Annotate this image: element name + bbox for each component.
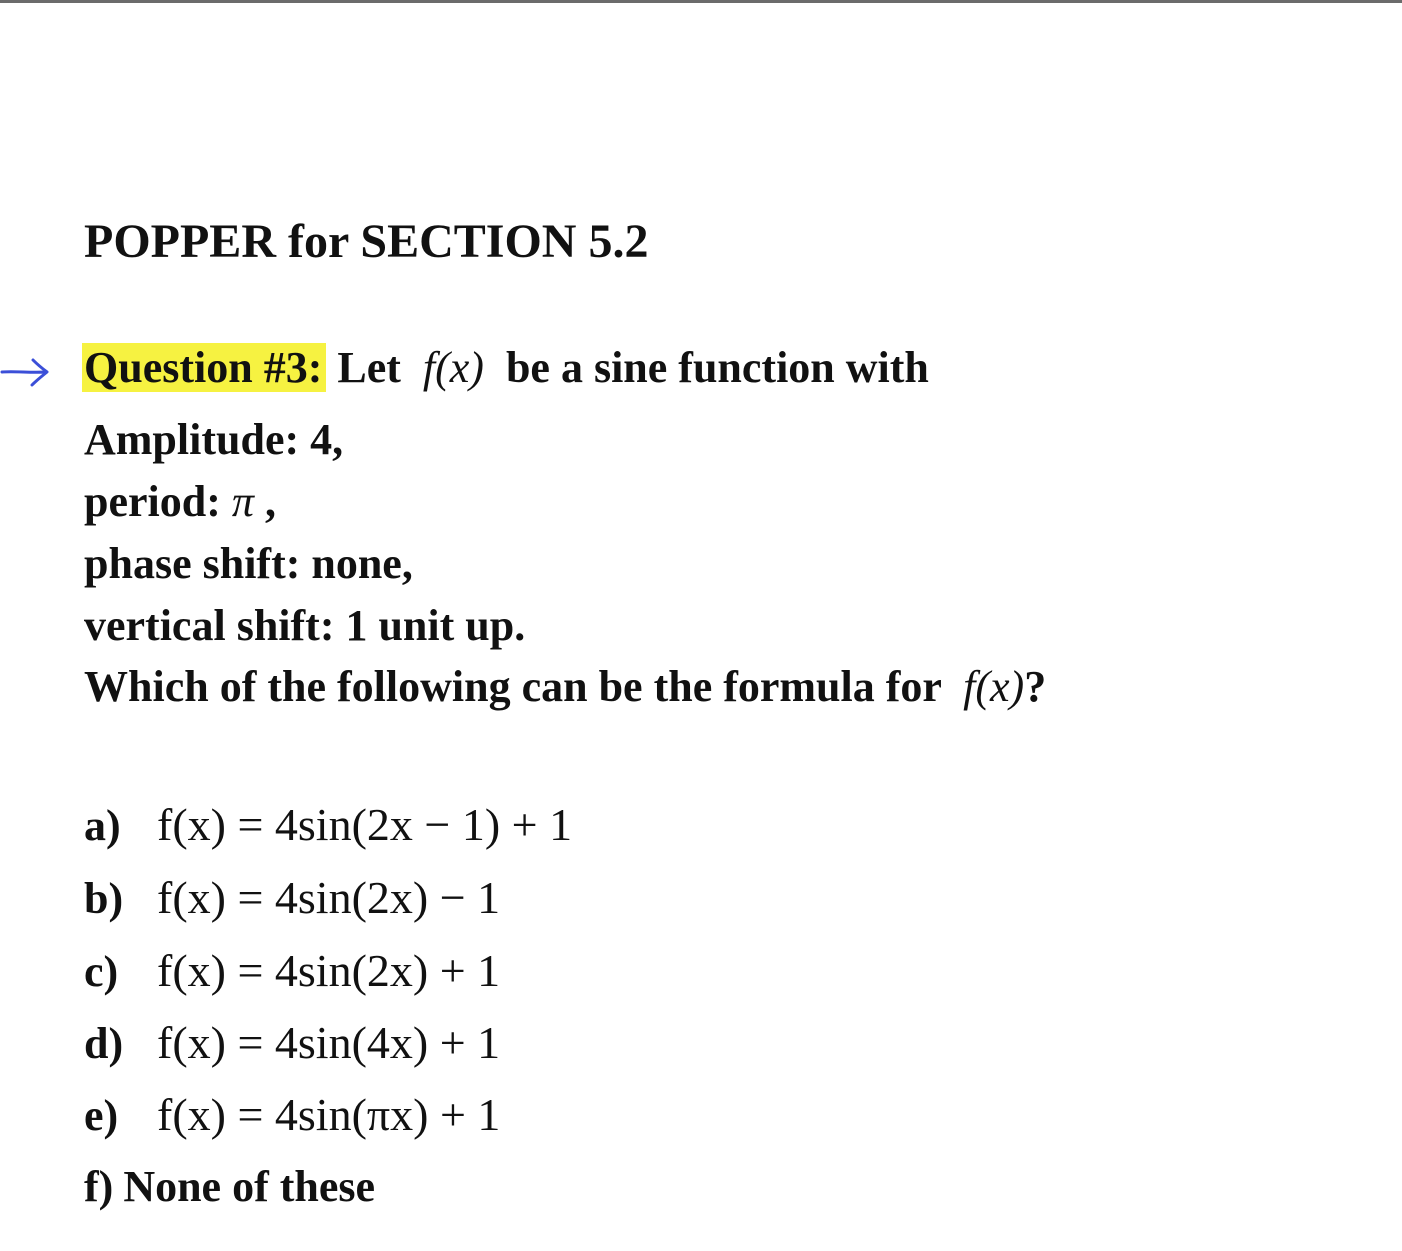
period-label: period: [84, 477, 221, 526]
answer-option-c[interactable] [84, 944, 500, 999]
option-formula: f(x) = 4sin(4x) + 1 [157, 1017, 501, 1068]
answer-option-e[interactable] [84, 1088, 500, 1143]
hand-drawn-arrow-icon [0, 350, 56, 394]
answer-option-f[interactable] [84, 1160, 375, 1214]
question-intro-end: be a sine function with [505, 343, 929, 392]
page-title: POPPER for SECTION 5.2 [84, 215, 649, 268]
period-value: π [231, 477, 254, 526]
prompt-function-notation: f(x) [963, 662, 1025, 711]
period-comma: , [264, 477, 276, 526]
amplitude-line: Amplitude: 4, [84, 415, 344, 464]
option-text: None of these [123, 1162, 376, 1211]
option-label: b) [84, 874, 124, 923]
prompt-start: Which of the following can be the formula for [84, 662, 942, 711]
option-formula: f(x) = 4sin(πx) + 1 [157, 1089, 501, 1140]
option-formula: f(x) = 4sin(2x) + 1 [157, 945, 501, 996]
option-label: c) [84, 947, 119, 996]
question-intro-line [84, 342, 929, 394]
function-notation: f(x) [422, 343, 484, 392]
option-label: e) [84, 1091, 119, 1140]
option-formula: f(x) = 4sin(2x − 1) + 1 [157, 799, 573, 850]
vertical-shift-line: vertical shift: 1 unit up. [84, 601, 526, 650]
prompt-end: ? [1024, 662, 1047, 711]
option-label: a) [84, 801, 121, 850]
question-prompt-line [84, 661, 1046, 713]
question-intro-start: Let [337, 343, 401, 392]
phase-shift-line: phase shift: none, [84, 539, 413, 588]
question-label: Question #3: [82, 343, 326, 392]
option-formula: f(x) = 4sin(2x) − 1 [157, 872, 501, 923]
answer-option-d[interactable] [84, 1016, 500, 1071]
option-label: f) [84, 1162, 114, 1211]
answer-option-a[interactable] [84, 798, 572, 853]
answer-option-b[interactable] [84, 871, 500, 926]
option-label: d) [84, 1019, 124, 1068]
period-line [84, 476, 276, 528]
